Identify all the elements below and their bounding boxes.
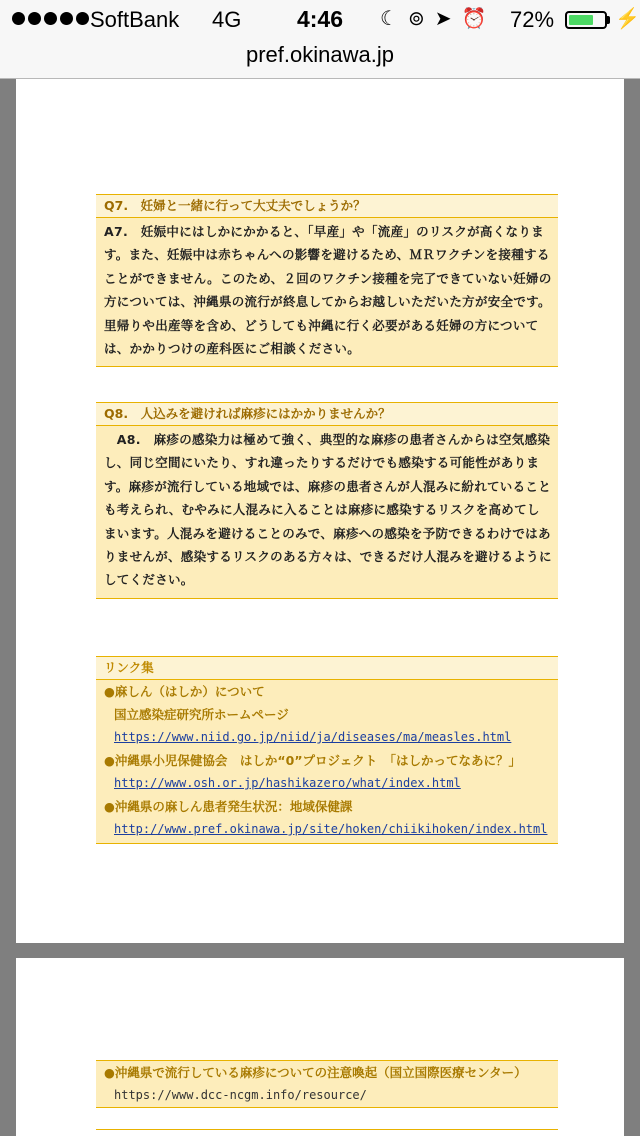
document-page-2	[16, 958, 624, 1136]
notice-url[interactable]: https://www.dcc-ncgm.info/resource/	[114, 1088, 367, 1102]
status-icons	[380, 6, 496, 31]
address-bar-url[interactable]: pref.okinawa.jp	[246, 42, 394, 67]
link-title: ●麻しん（はしか）について	[104, 684, 265, 699]
carrier-label: SoftBank	[90, 7, 180, 32]
faq-q8	[96, 402, 558, 599]
faq-answer: A7. 妊娠中にはしかにかかると、「早産」や「流産」のリスクが高くなります。また、妊娠中は赤ちゃんへの影響を避けるため、ＭＲワクチンを接種することができません。このため、２回のワクチン接種を完了できていない妊婦の方については、沖縄県の流行が終息してからお越しいただいた方が安全です。里帰りや出産等を含め、どうしても沖縄に行く必要がある妊婦の方については、かかりつけの産科医にご相談ください。	[104, 224, 552, 357]
charging-bolt-icon: ⚡	[615, 8, 640, 30]
battery-icon	[565, 11, 607, 29]
battery-fill	[569, 15, 593, 25]
faq-question: Q8. 人込みを避ければ麻疹にはかかりませんか？	[96, 403, 558, 426]
notice-title: ●沖縄県で流行している麻疹についての注意喚起（国立国際医療センター）	[104, 1065, 527, 1080]
link-url[interactable]: https://www.niid.go.jp/niid/ja/diseases/ma/measles.html	[114, 730, 512, 744]
status-bar	[0, 0, 640, 40]
location-arrow-icon: ➤	[434, 8, 452, 30]
top-bar	[0, 0, 640, 79]
faq-q7	[96, 194, 558, 367]
links-heading: リンク集	[96, 657, 558, 680]
link-url[interactable]: http://www.osh.or.jp/hashikazero/what/index.html	[114, 776, 461, 790]
notice-box	[96, 1060, 558, 1108]
battery-percent: 72%	[510, 7, 555, 32]
document-page	[16, 79, 624, 943]
link-subtitle: 国立感染症研究所ホームページ	[114, 707, 289, 722]
alarm-icon: ⏰	[461, 8, 487, 30]
rotation-lock-icon: ⊚	[407, 8, 425, 30]
network-type: 4G	[212, 7, 242, 32]
link-title: ●沖縄県小児保健協会 はしか“0”プロジェクト 「はしかってなあに？」	[104, 753, 522, 768]
link-url[interactable]: http://www.pref.okinawa.jp/site/hoken/chiikihoken/index.html	[114, 822, 548, 836]
faq-question: Q7. 妊婦と一緒に行って大丈夫でしょうか？	[96, 195, 558, 218]
clock: 4:46	[296, 6, 344, 32]
battery-tip	[607, 16, 610, 24]
link-title: ●沖縄県の麻しん患者発生状況：地域保健課	[104, 799, 353, 814]
moon-icon: ☾	[380, 8, 398, 30]
faq-answer: A8. 麻疹の感染力は極めて強く、典型的な麻疹の患者さんからは空気感染し、同じ空間にいたり、すれ違ったりするだけでも感染する可能性があります。麻疹が流行している地域では、麻疹の患者さんが人混みに紛れていることも考えられ、むやみに人混みに入ることは麻疹に感染するリスクを高めてしまいます。人混みを避けることのみで、麻疹への感染を予防できるわけではありませんが、感染するリスクのある方々は、できるだけ人混みを避けるようにしてください。	[104, 432, 552, 588]
links-section	[96, 656, 558, 844]
divider	[96, 1129, 558, 1130]
